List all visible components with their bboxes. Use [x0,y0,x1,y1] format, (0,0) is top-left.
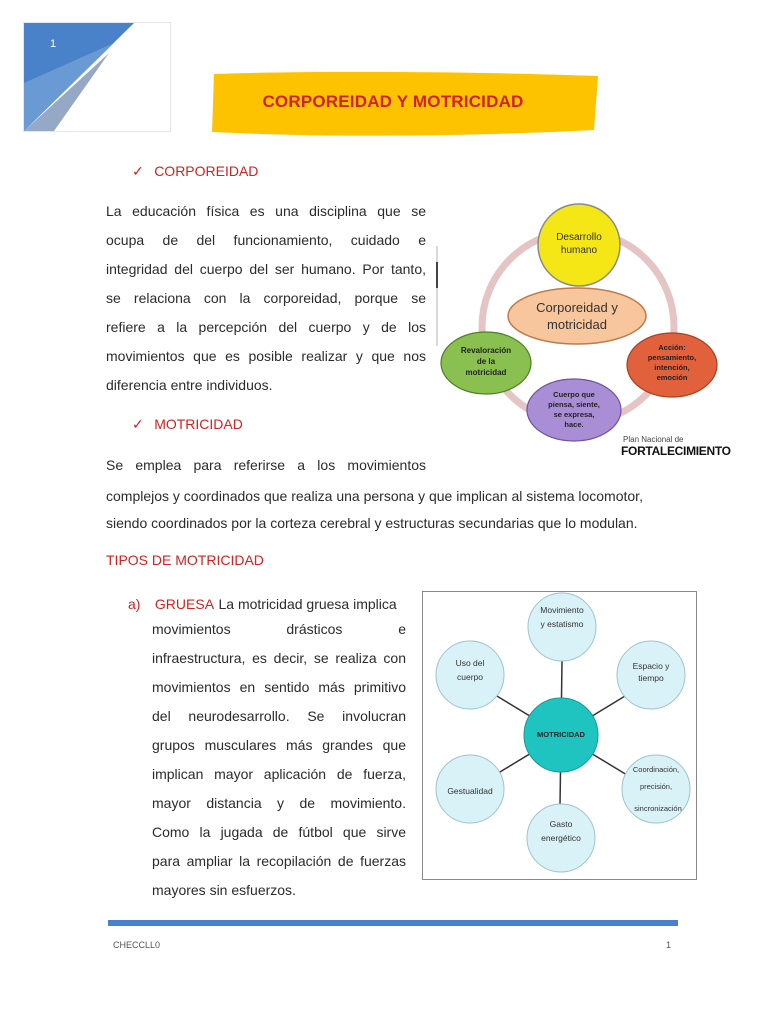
node-text: Gasto [549,819,573,829]
gruesa-keyword: GRUESA [154,596,215,612]
node-text: motricidad [465,368,507,377]
node-text: cuerpo [457,672,483,682]
node-text: Gestualidad [447,786,493,796]
node-text: Revaloración [460,346,512,355]
gruesa-text: La motricidad gruesa implica [218,596,397,612]
gruesa-line: mayores sin esfuerzos. [152,882,296,898]
motricidad-line: complejos y coordinados que realiza una persona y que implican al sistema locomotor, [106,488,643,504]
node-text: Movimiento [540,605,584,615]
node-text: Corporeidad y [536,300,618,315]
node-text: de la [476,357,496,366]
motricidad-heading: MOTRICIDAD [154,416,243,432]
footer-bar [108,920,678,926]
corporeidad-line: se relaciona con la corporeidad, porque se [106,290,426,306]
corporeidad-line: diferencia entre individuos. [106,377,273,393]
gruesa-line: grupos musculares más grandes que [152,737,406,753]
node-text: motricidad [547,317,607,332]
motricidad-heading-row [132,416,243,434]
node-text: Cuerpo que [553,390,595,399]
node-text: Acción: [658,343,686,352]
node-text: Uso del [455,658,485,668]
corporeidad-heading-row [132,163,258,181]
divider-line [436,246,438,346]
logo-big-text: FORTALECIMIENTO [621,444,731,458]
corporeidad-line: La educación física es una disciplina que se [106,203,426,219]
list-marker: a) [128,596,141,612]
corporeidad-diagram [440,200,731,460]
corner-page-number: 1 [50,38,57,50]
motricidad-line: Se emplea para referirse a los movimientos [106,457,426,473]
gruesa-line: mayor distancia y de movimiento. [152,795,406,811]
gruesa-line: infraestructura, es decir, se realiza con [152,650,406,666]
node-text: Coordinación, [632,765,680,774]
node-text: piensa, siente, [548,400,600,409]
node-text: tiempo [638,673,664,683]
node-text: hace. [564,420,584,429]
corporeidad-heading: CORPOREIDAD [154,163,259,179]
motricidad-diagram [422,591,697,881]
logo-small-text: Plan Nacional de [623,435,684,444]
page-title: CORPOREIDAD Y MOTRICIDAD [262,92,524,111]
node-text: Desarrollo [556,232,602,243]
corner-triangles [24,23,170,131]
gruesa-line: implican mayor aplicación de fuerza, [152,766,406,782]
footer-author: CHECCLL0 [113,940,161,950]
corporeidad-paragraph [106,197,426,400]
corporeidad-line: movimientos que es posible realizar y que nos [106,348,426,364]
gruesa-paragraph [152,615,406,905]
tipos-heading: TIPOS DE MOTRICIDAD [106,552,264,568]
checkmark-icon: ✓ [132,416,144,432]
node-text: energético [541,833,581,843]
gruesa-line: para ampliar la recopilación de fuerzas [152,853,406,869]
gruesa-line: movimientos en sentido más primitivo [152,679,406,695]
node-text: intención, [654,363,690,372]
node-center [508,288,646,344]
corner-decoration [23,22,171,132]
checkmark-icon: ✓ [132,163,144,179]
node-text: Espacio y [632,661,670,671]
node-text: humano [560,245,598,256]
node-text: se expresa, [553,410,595,419]
node-text: emoción [656,373,688,382]
node-text: precisión, [639,782,673,791]
node-text: y estatismo [540,619,584,629]
node-text: sincronización [634,804,682,813]
gruesa-line: movimientos drásticos e [152,621,406,637]
gruesa-line: Como la jugada de fútbol que sirve [152,824,406,840]
corporeidad-line: refiere a la percepción del cuerpo y de los [106,319,426,335]
footer-page-number: 1 [666,940,672,950]
gruesa-line: del neurodesarrollo. Se involucran [152,708,406,724]
node-text: pensamiento, [647,353,697,362]
corporeidad-line: integridad del cuerpo del ser humano. Por tanto, [106,261,426,277]
corporeidad-line: ocupa de del funcionamiento, cuidado e [106,232,426,248]
motricidad-line: siendo coordinados por la corteza cerebral y estructuras secundarias que lo modulan. [106,515,638,531]
node-text: MOTRICIDAD [537,730,585,739]
divider-mark [436,262,438,288]
